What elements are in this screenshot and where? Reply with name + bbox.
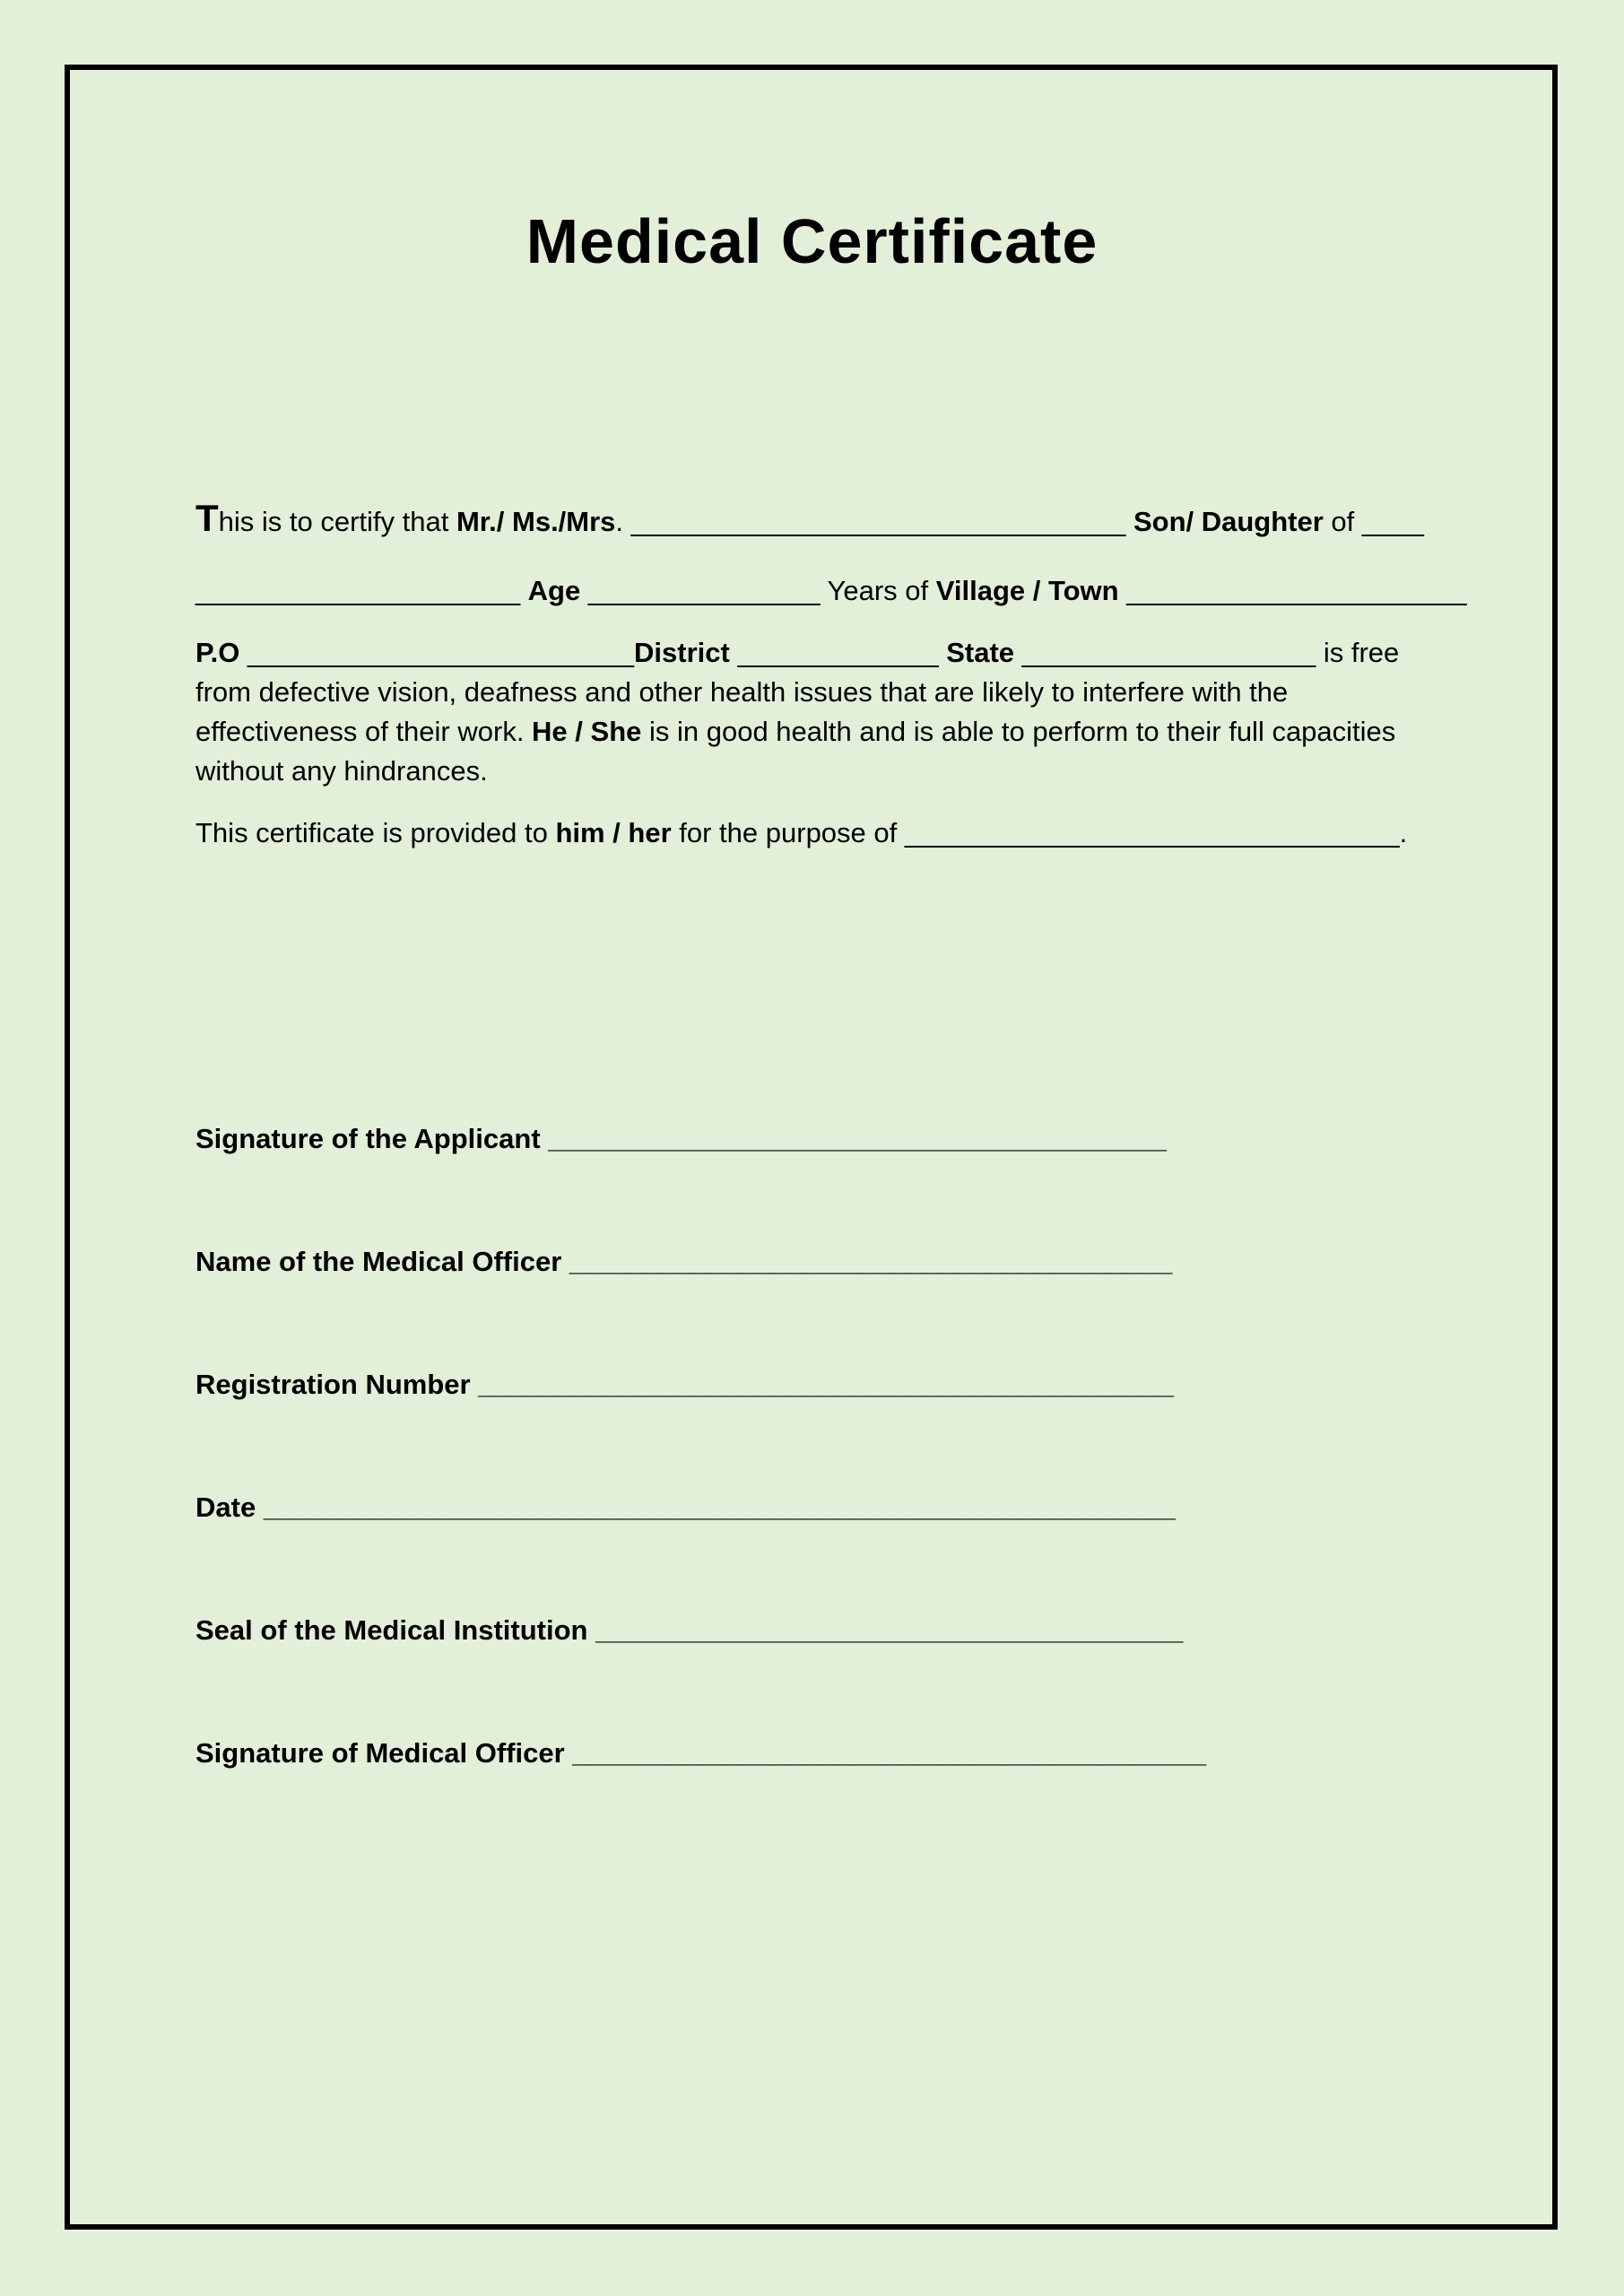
state-blank-and-statement: ___________________ is free from defective vision, deafness and other health issues that are likely to interfere with the effectiveness of their work. <box>195 637 1400 747</box>
po-label: P.O <box>195 637 240 668</box>
purpose-blank[interactable]: for the purpose of ________________________________. <box>671 817 1408 848</box>
village-town-label: Village / Town <box>935 575 1119 606</box>
po-blank[interactable]: _________________________ <box>239 637 635 668</box>
dropcap-letter: T <box>195 497 219 539</box>
certificate-title: Medical Certificate <box>525 206 1099 276</box>
certify-line-1 <box>195 499 1433 542</box>
applicant-name-blank[interactable]: . ________________________________ <box>615 506 1133 537</box>
parent-name-blank[interactable]: of ____ <box>1323 506 1424 537</box>
certify-line-2 <box>195 571 1467 611</box>
age-blank[interactable]: _______________ Years of <box>580 575 936 606</box>
purpose-line <box>195 813 1433 853</box>
salutation-label: Mr./ Ms./Mrs <box>456 506 616 537</box>
district-label: District <box>634 637 730 668</box>
parent-name-blank-cont[interactable]: _____________________ <box>195 575 528 606</box>
date-field[interactable]: Date ___________________________________________________________ <box>195 1492 1177 1523</box>
son-daughter-label: Son/ Daughter <box>1133 506 1324 537</box>
registration-number-field[interactable]: Registration Number _____________________________________________ <box>195 1369 1175 1400</box>
district-blank[interactable]: _____________ <box>729 637 947 668</box>
certify-paragraph <box>195 633 1433 791</box>
applicant-signature-field[interactable]: Signature of the Applicant ________________________________________ <box>195 1123 1167 1154</box>
village-town-blank[interactable]: ______________________ <box>1118 575 1467 606</box>
he-she-label: He / She <box>532 716 642 747</box>
purpose-lead-text: This certificate is provided to <box>195 817 556 848</box>
state-label: State <box>946 637 1015 668</box>
officer-signature-field[interactable]: Signature of Medical Officer _________________________________________ <box>195 1737 1207 1769</box>
medical-officer-name-field[interactable]: Name of the Medical Officer _______________________________________ <box>195 1246 1173 1277</box>
him-her-label: him / her <box>555 817 672 848</box>
health-statement: is in good health and is able to perform to their full capacities without any hindrances. <box>195 716 1396 787</box>
institution-seal-field[interactable]: Seal of the Medical Institution ______________________________________ <box>195 1614 1184 1646</box>
certify-lead-text: his is to certify that <box>218 506 456 537</box>
age-label: Age <box>527 575 581 606</box>
